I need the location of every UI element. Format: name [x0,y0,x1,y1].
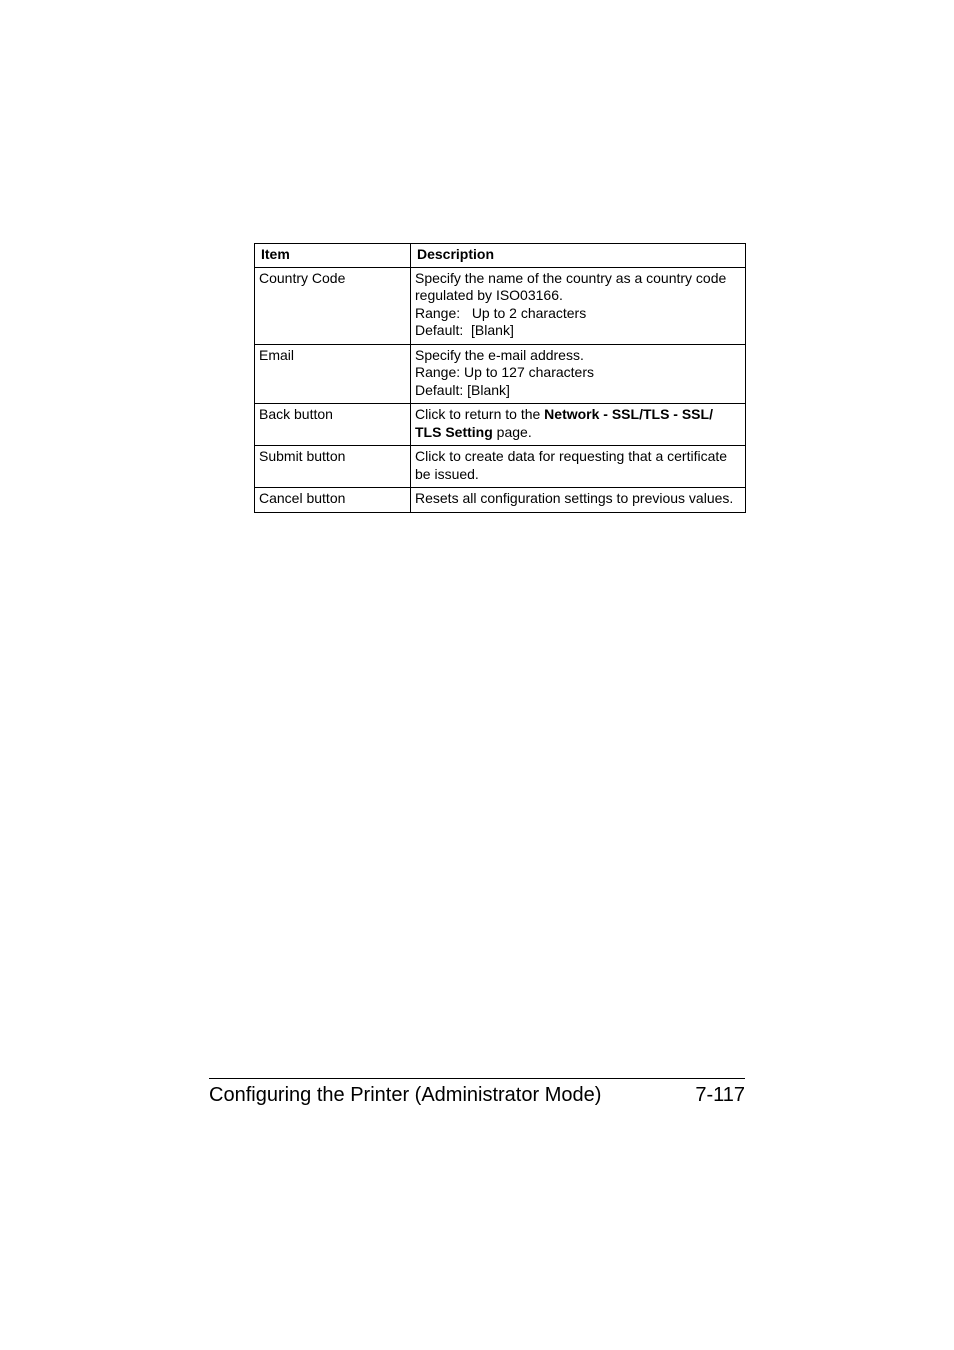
header-description: Description [411,244,746,268]
table-row [255,446,746,488]
row-item-email: Email [255,344,411,404]
row-description-email [411,344,746,404]
row-description-cancel-button [411,488,746,513]
row-description-country-code [411,267,746,344]
page-reference-bold: Network - SSL/TLS - SSL/ [544,406,713,422]
description-line: Resets all configuration settings to previous values. [415,490,734,506]
description-line: Specify the name of the country as a country code [415,269,727,286]
description-line: regulated by ISO03166. [415,287,563,303]
row-description-submit-button [411,446,746,488]
row-item-back-button: Back button [255,404,411,446]
row-item-country-code: Country Code [255,267,411,344]
description-line [415,424,741,442]
description-line: Range: Up to 2 characters [415,304,587,321]
table-row [255,267,746,344]
table-header-row [255,244,746,268]
row-description-back-button [411,404,746,446]
description-text: page. [492,423,532,440]
table-row [255,488,746,513]
header-item: Item [255,244,411,268]
table-row [255,344,746,404]
footer-title: Configuring the Printer (Administrator Mode) [209,1084,602,1106]
description-line: Default: [Blank] [415,381,510,398]
description-line: Specify the e-mail address. [415,346,584,363]
description-line: Range: Up to 127 characters [415,364,594,380]
table-row [255,404,746,446]
page-footer [209,1078,745,1107]
description-line [415,406,741,424]
description-text: Click to return to the [415,406,545,422]
description-line: be issued. [415,465,479,482]
row-item-submit-button: Submit button [255,446,411,488]
description-line: Click to create data for requesting that a certificate [415,448,728,464]
page-reference-bold: TLS Setting [415,423,493,440]
page-number: 7-117 [695,1084,745,1106]
row-item-cancel-button: Cancel button [255,488,411,513]
description-line: Default: [Blank] [415,322,514,338]
settings-table [254,243,746,513]
